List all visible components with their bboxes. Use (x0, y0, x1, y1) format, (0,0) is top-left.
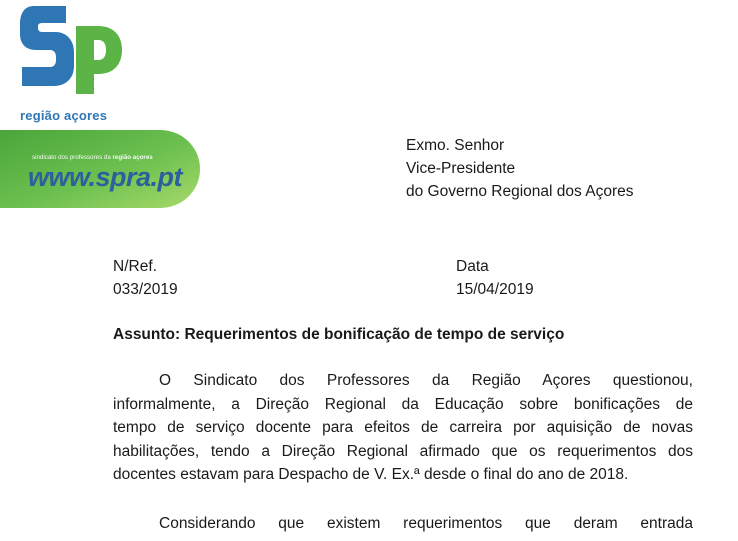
paragraph-line: tempo de serviço docente para efeitos de carreira por aquisição de novas (113, 419, 693, 436)
body-paragraph-1 (113, 369, 693, 487)
paragraph-line: informalmente, a Direção Regional da Educação sobre bonificações de (113, 395, 693, 413)
date-value: 15/04/2019 (456, 281, 534, 298)
addressee-block (406, 134, 633, 203)
spra-logo (0, 0, 220, 215)
paragraph-line: habilitações, tendo a Direção Regional afirmado que os requerimentos dos (113, 442, 693, 460)
date-label: Data (456, 258, 489, 275)
subject-line: Assunto: Requerimentos de bonificação de tempo de serviço (113, 326, 565, 343)
body-paragraph-2 (113, 512, 693, 536)
addressee-line: do Governo Regional dos Açores (406, 183, 634, 200)
paragraph-line: Considerando que existem requerimentos que deram entrada (159, 515, 693, 532)
reference-block (113, 255, 178, 301)
paragraph-line: docentes estavam para Despacho de V. Ex.ª desde o final do ano de 2018. (113, 466, 629, 483)
reference-label: N/Ref. (113, 258, 157, 275)
reference-value: 033/2019 (113, 281, 178, 298)
logo-region-text: região açores (20, 108, 108, 123)
logo-website-url: www.spra.pt (28, 162, 183, 192)
sp-logo-mark-icon (18, 4, 124, 108)
addressee-line: Exmo. Senhor (406, 137, 505, 154)
logo-banner-subtitle: sindicato dos professores da região açores (32, 154, 153, 161)
date-block (456, 255, 534, 301)
paragraph-line: O Sindicato dos Professores da Região Açores questionou, (159, 372, 693, 389)
addressee-line: Vice-Presidente (406, 160, 516, 177)
